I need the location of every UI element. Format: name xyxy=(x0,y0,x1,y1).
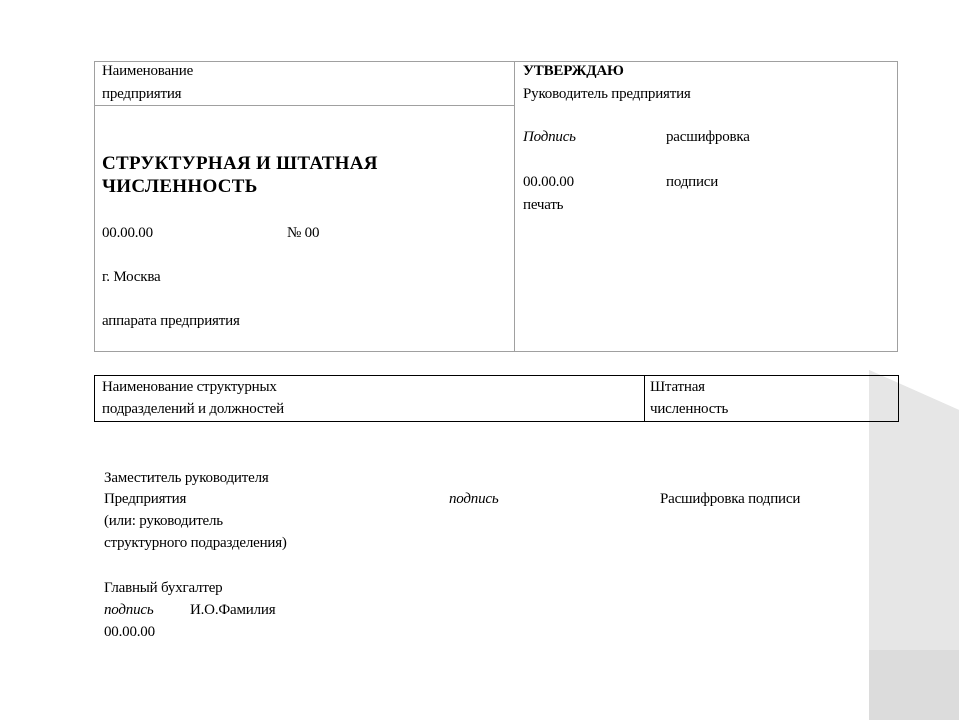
org-name-line2: предприятия xyxy=(102,86,182,102)
doc-subject: аппарата предприятия xyxy=(102,313,240,329)
org-name-line1: Наименование xyxy=(102,63,194,79)
accountant-title: Главный бухгалтер xyxy=(104,580,223,596)
deputy-sign: подпись xyxy=(449,491,499,507)
deputy-line1: Заместитель руководителя xyxy=(104,470,269,486)
doc-title-line2: ЧИСЛЕННОСТЬ xyxy=(102,176,258,197)
approve-title: УТВЕРЖДАЮ xyxy=(523,63,624,79)
accountant-date: 00.00.00 xyxy=(104,624,155,640)
doc-title-line1: СТРУКТУРНАЯ И ШТАТНАЯ xyxy=(102,153,378,174)
doc-date: 00.00.00 xyxy=(102,225,153,241)
decorative-corner-shape xyxy=(869,370,959,720)
staff-table-divider xyxy=(644,375,645,422)
deputy-decode: Расшифровка подписи xyxy=(660,491,801,507)
accountant-name: И.О.Фамилия xyxy=(190,602,276,618)
approve-sign: Подпись xyxy=(523,129,576,145)
approve-decode: расшифровка xyxy=(666,129,750,145)
table-col2-line1: Штатная xyxy=(650,379,705,395)
approve-decode-2: подписи xyxy=(666,174,719,190)
table-col1-line2: подразделений и должностей xyxy=(102,401,284,417)
table-col1-line1: Наименование структурных xyxy=(102,379,277,395)
deputy-line2: Предприятия xyxy=(104,491,187,507)
doc-city: г. Москва xyxy=(102,269,161,285)
deputy-line3: (или: руководитель xyxy=(104,513,223,529)
accountant-sign: подпись xyxy=(104,602,154,618)
approve-date: 00.00.00 xyxy=(523,174,574,190)
approve-stamp: печать xyxy=(523,197,564,213)
deputy-line4: структурного подразделения) xyxy=(104,535,287,551)
doc-number: № 00 xyxy=(287,225,320,241)
approve-role: Руководитель предприятия xyxy=(523,86,691,102)
table-col2-line2: численность xyxy=(650,401,729,417)
header-divider-horizontal xyxy=(94,105,515,106)
